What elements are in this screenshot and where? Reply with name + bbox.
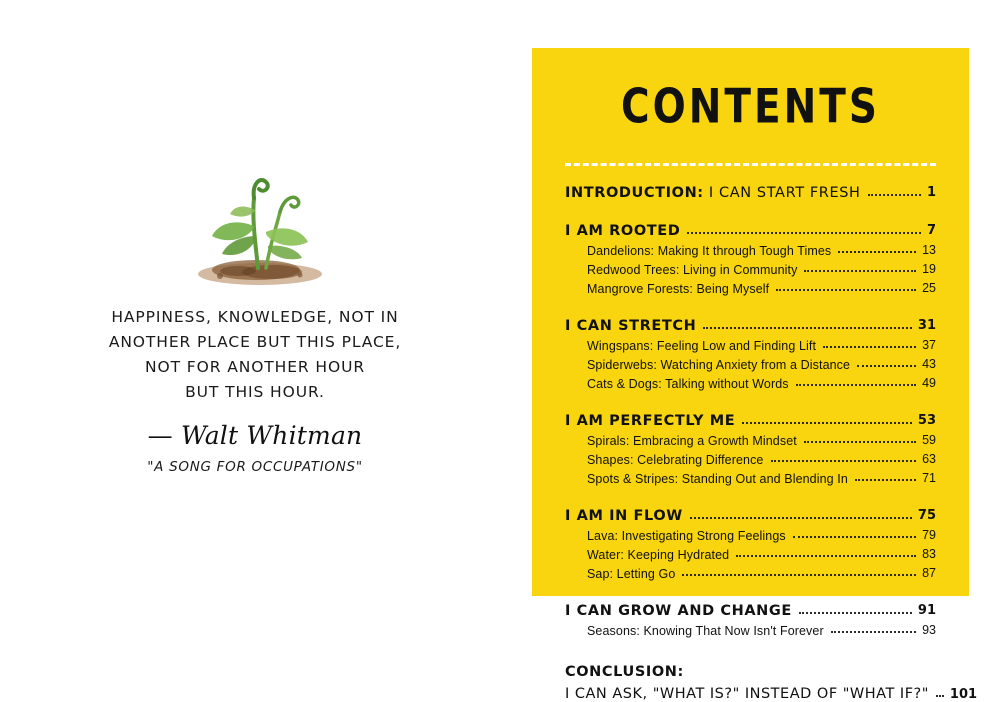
dot-leader xyxy=(771,460,917,462)
table-of-contents-panel xyxy=(532,48,978,702)
toc-subentry-label: Shapes: Celebrating Difference xyxy=(587,453,764,467)
toc-conclusion-page: 101 xyxy=(949,687,978,702)
toc-conclusion-label: I CAN ASK, "WHAT IS?" INSTEAD OF "WHAT IF?" xyxy=(565,686,929,702)
left-page xyxy=(0,0,500,643)
toc-section-i-am-rooted[interactable] xyxy=(565,223,936,239)
toc-subentry-page: 43 xyxy=(922,357,936,371)
toc-subentry-page: 25 xyxy=(922,281,936,295)
toc-subentry-page: 83 xyxy=(922,547,936,561)
dashed-divider xyxy=(565,163,936,166)
dot-leader xyxy=(687,232,921,234)
spacer xyxy=(565,201,936,210)
toc-subentry[interactable] xyxy=(565,357,936,372)
dot-leader xyxy=(682,574,916,576)
toc-subentry-page: 19 xyxy=(922,262,936,276)
toc-subentry[interactable] xyxy=(565,376,936,391)
toc-subentry-page: 37 xyxy=(922,338,936,352)
quote-line-2: ANOTHER PLACE BUT THIS PLACE, xyxy=(108,333,402,351)
right-page xyxy=(500,0,1000,702)
quote-line-3: NOT FOR ANOTHER HOUR xyxy=(145,358,365,376)
toc-entry-label xyxy=(565,185,861,201)
toc-subentry-label: Spiderwebs: Watching Anxiety from a Distance xyxy=(587,358,851,372)
toc-subentry-page: 71 xyxy=(922,471,936,485)
toc-subentry[interactable] xyxy=(565,528,936,543)
toc-section-label: I AM PERFECTLY ME xyxy=(565,413,736,429)
toc-entry-label-bold: INTRODUCTION: xyxy=(565,185,704,201)
quote-block xyxy=(60,305,450,475)
toc-subentry-page: 87 xyxy=(922,566,936,580)
toc-section-page: 75 xyxy=(917,508,936,523)
dot-leader xyxy=(736,555,916,557)
attribution-name: Walt Whitman xyxy=(180,421,363,450)
toc-section-label: I AM IN FLOW xyxy=(565,508,683,524)
dot-leader xyxy=(776,289,916,291)
toc-section-i-can-grow-and-change[interactable] xyxy=(565,603,936,619)
toc-section-i-am-in-flow[interactable] xyxy=(565,508,936,524)
toc-list xyxy=(565,185,936,638)
toc-subentry-page: 93 xyxy=(922,623,936,637)
toc-entry-page: 1 xyxy=(926,185,936,200)
dot-leader xyxy=(831,631,916,633)
toc-subentry-label: Sap: Letting Go xyxy=(587,567,676,581)
toc-subentry[interactable] xyxy=(565,566,936,581)
toc-entry-introduction[interactable] xyxy=(565,185,936,201)
dot-leader xyxy=(690,517,912,519)
dot-leader xyxy=(936,695,944,697)
spacer xyxy=(565,486,936,495)
dot-leader xyxy=(799,612,912,614)
toc-subentry-page: 59 xyxy=(922,433,936,447)
spacer xyxy=(565,391,936,400)
toc-subentry-label: Seasons: Knowing That Now Isn't Forever xyxy=(587,624,824,638)
toc-section-page: 91 xyxy=(917,603,936,618)
dot-leader xyxy=(703,327,912,329)
toc-subentry[interactable] xyxy=(565,243,936,258)
toc-subentry-page: 13 xyxy=(922,243,936,257)
quote-line-4: BUT THIS HOUR. xyxy=(185,383,325,401)
toc-subentry-page: 49 xyxy=(922,376,936,390)
dot-leader xyxy=(868,194,921,196)
dot-leader xyxy=(793,536,916,538)
toc-section-page: 53 xyxy=(917,413,936,428)
toc-subentry-label: Lava: Investigating Strong Feelings xyxy=(587,529,786,543)
toc-subentry[interactable] xyxy=(565,547,936,562)
toc-section-page: 31 xyxy=(917,318,936,333)
spacer xyxy=(565,581,936,590)
toc-subentry[interactable] xyxy=(565,338,936,353)
toc-section-label: I CAN STRETCH xyxy=(565,318,697,334)
dot-leader xyxy=(804,270,916,272)
toc-section-page: 7 xyxy=(926,223,936,238)
watercolor-seedling-sprout-in-soil-icon xyxy=(160,140,360,290)
toc-conclusion-heading: CONCLUSION: xyxy=(565,664,684,680)
page-title: CONTENTS xyxy=(621,80,880,135)
attribution-dash: — xyxy=(147,421,173,450)
toc-subentry-label: Water: Keeping Hydrated xyxy=(587,548,730,562)
toc-section-label: I CAN GROW AND CHANGE xyxy=(565,603,792,619)
toc-section-label: I AM ROOTED xyxy=(565,223,681,239)
quote-attribution xyxy=(60,421,450,450)
dot-leader xyxy=(857,365,916,367)
toc-subentry-label: Spirals: Embracing a Growth Mindset xyxy=(587,434,797,448)
dot-leader xyxy=(838,251,916,253)
quote-source: "A SONG FOR OCCUPATIONS" xyxy=(147,459,363,475)
dot-leader xyxy=(855,479,916,481)
toc-section-i-can-stretch[interactable] xyxy=(565,318,936,334)
toc-subentry-page: 63 xyxy=(922,452,936,466)
toc-subentry-label: Dandelions: Making It through Tough Times xyxy=(587,244,832,258)
toc-subentry-page: 79 xyxy=(922,528,936,542)
dot-leader xyxy=(823,346,916,348)
dot-leader xyxy=(804,441,916,443)
toc-subentry-label: Redwood Trees: Living in Community xyxy=(587,263,798,277)
toc-subentry-label: Cats & Dogs: Talking without Words xyxy=(587,377,789,391)
toc-conclusion-entry[interactable] xyxy=(565,686,978,702)
toc-conclusion-block[interactable] xyxy=(565,664,978,702)
spacer xyxy=(565,296,936,305)
toc-subentry-label: Mangrove Forests: Being Myself xyxy=(587,282,770,296)
toc-subentry-label: Spots & Stripes: Standing Out and Blending In xyxy=(587,472,848,486)
dot-leader xyxy=(742,422,912,424)
dot-leader xyxy=(796,384,916,386)
toc-subentry[interactable] xyxy=(565,262,936,277)
toc-subentry[interactable] xyxy=(565,623,936,638)
toc-section-i-am-perfectly-me[interactable] xyxy=(565,413,936,429)
toc-subentry[interactable] xyxy=(565,433,936,448)
toc-subentry[interactable] xyxy=(565,281,936,296)
toc-subentry-label: Wingspans: Feeling Low and Finding Lift xyxy=(587,339,817,353)
toc-entry-label-rest: I CAN START FRESH xyxy=(703,185,861,201)
toc-subentry[interactable] xyxy=(565,452,936,467)
quote-line-1: HAPPINESS, KNOWLEDGE, NOT IN xyxy=(111,308,399,326)
toc-subentry[interactable] xyxy=(565,471,936,486)
